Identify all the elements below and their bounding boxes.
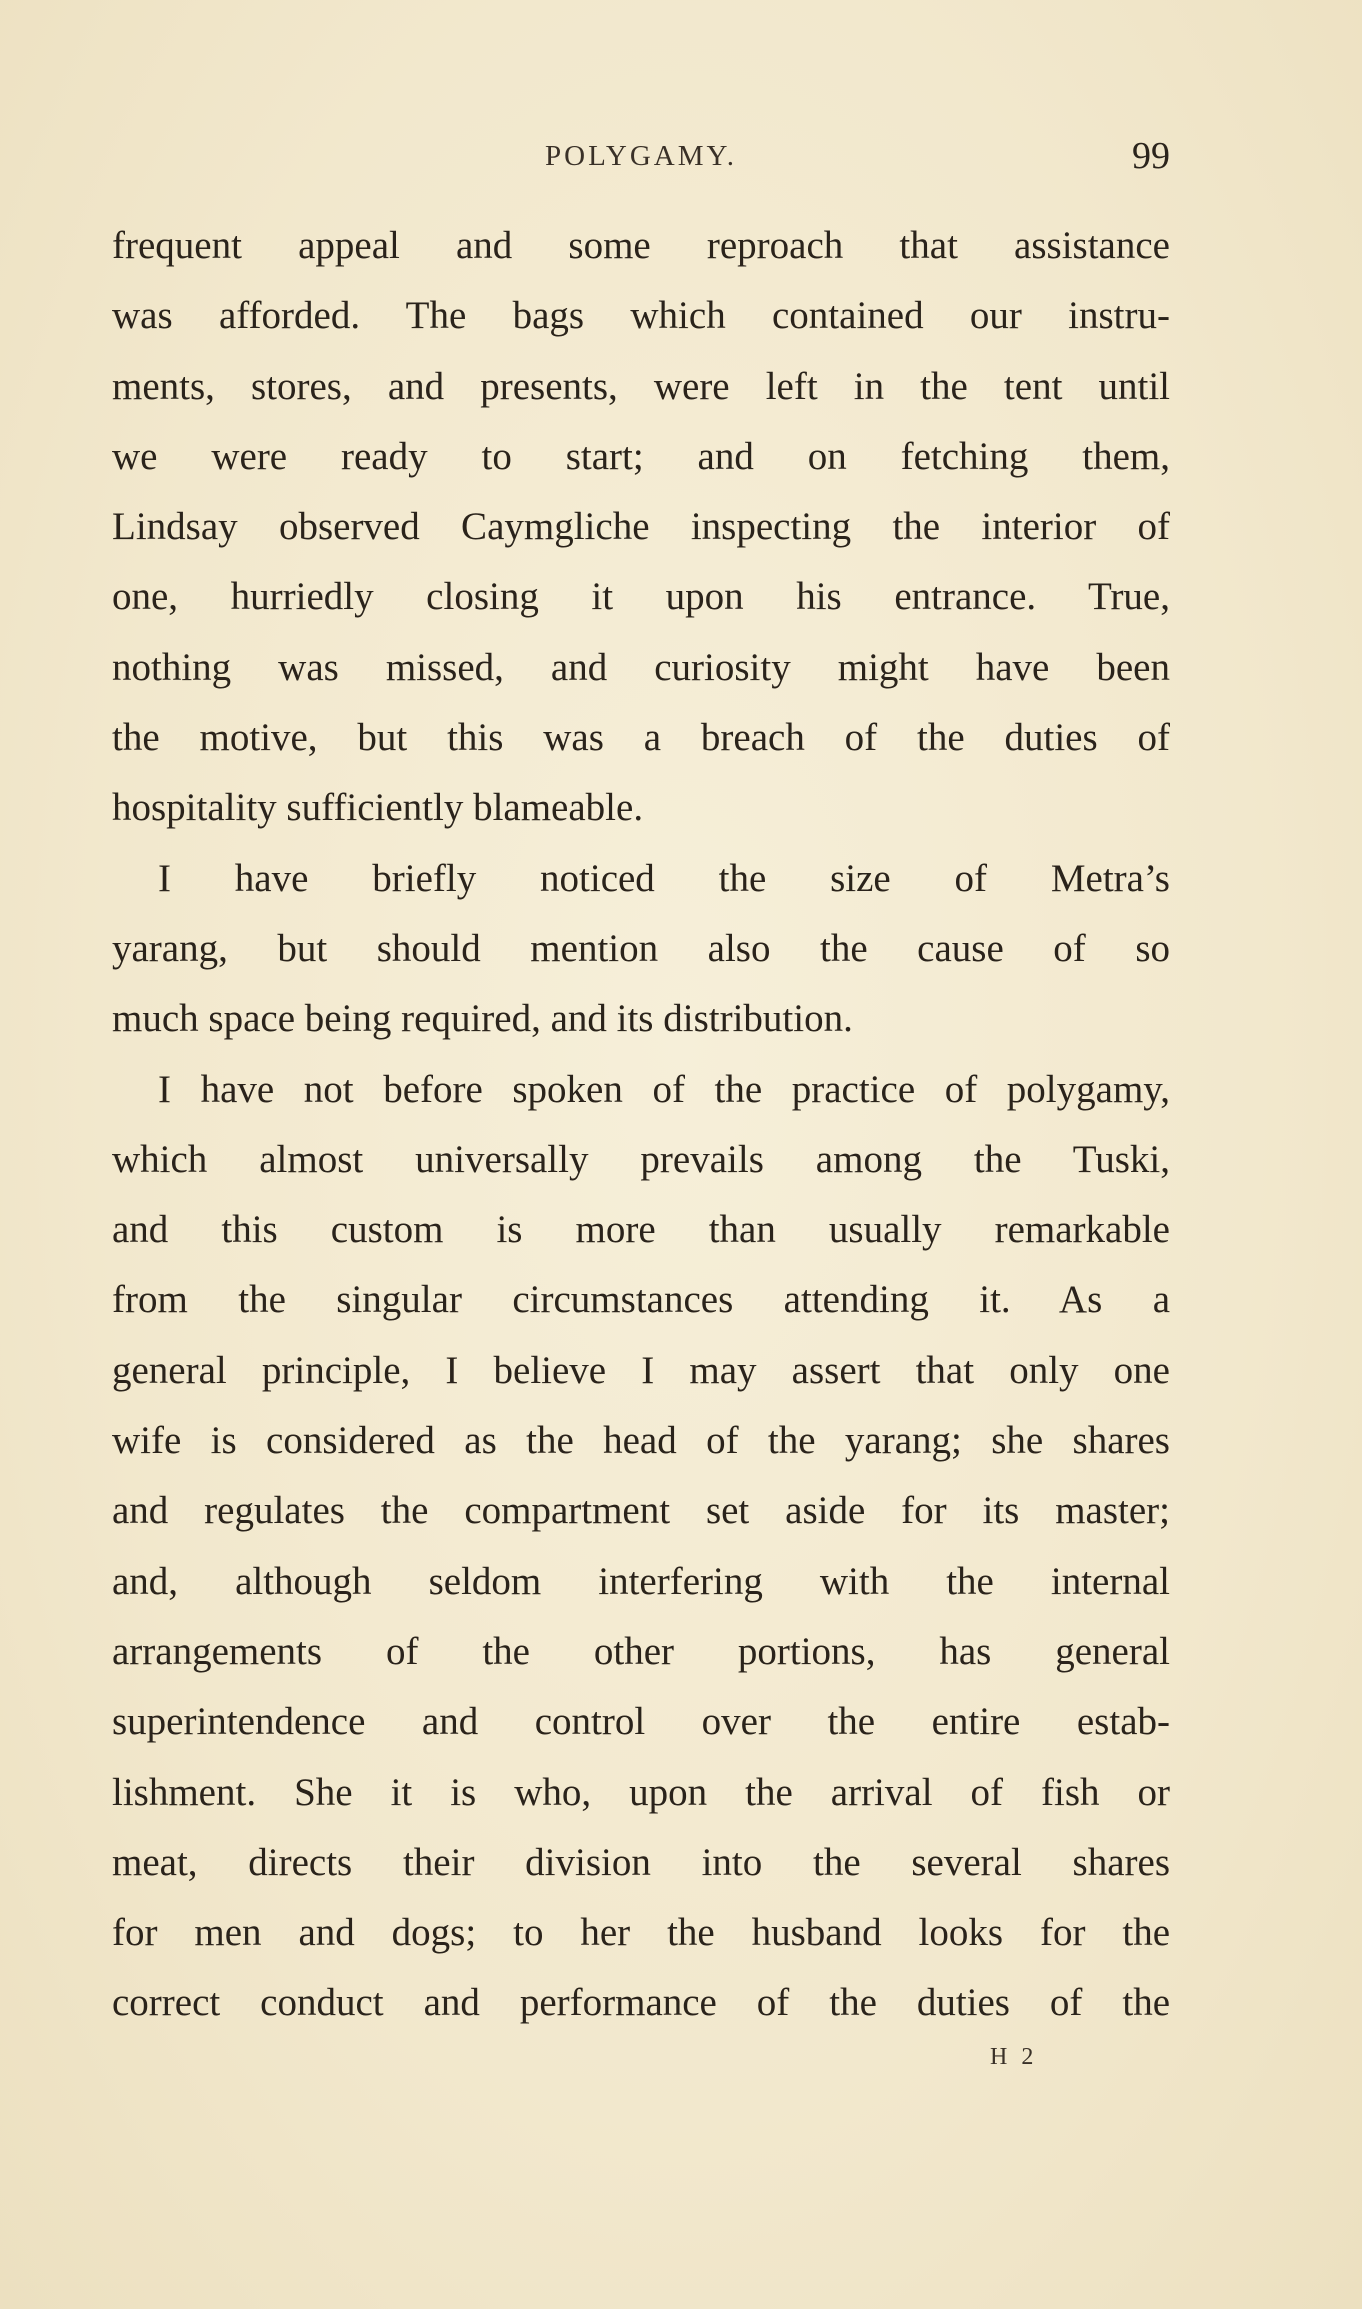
text-line: correct conduct and performance of the duties of the xyxy=(112,1981,1170,2025)
text-line: and this custom is more than usually remarkable xyxy=(112,1208,1170,1252)
text-line: arrangements of the other portions, has general xyxy=(112,1629,1170,1673)
text-line: wife is considered as the head of the yarang; she shares xyxy=(112,1419,1170,1463)
text-line: much space being required, and its distribution. xyxy=(112,997,853,1041)
text-line: I have not before spoken of the practice of polygamy, xyxy=(158,1067,1170,1111)
text-line: superintendence and control over the entire estab- xyxy=(112,1700,1170,1744)
text-line: was afforded. The bags which contained our instru- xyxy=(112,294,1170,338)
text-line: lishment. She it is who, upon the arrival of fish or xyxy=(112,1770,1170,1814)
paragraph xyxy=(112,211,1170,844)
signature-mark: H 2 xyxy=(990,2044,1038,2070)
text-line: for men and dogs; to her the husband looks for the xyxy=(112,1911,1170,1955)
text-line: general principle, I believe I may assert that only one xyxy=(112,1348,1170,1392)
text-line: one, hurriedly closing it upon his entrance. True, xyxy=(112,575,1170,619)
text-line: the motive, but this was a breach of the duties of xyxy=(112,716,1170,760)
paragraph xyxy=(112,1055,1170,2039)
text-line: I have briefly noticed the size of Metra’s xyxy=(158,856,1170,900)
page-header xyxy=(112,132,1170,182)
text-line: and regulates the compartment set aside for its master; xyxy=(112,1489,1170,1533)
text-line: we were ready to start; and on fetching them, xyxy=(112,434,1170,478)
text-line: and, although seldom interfering with the internal xyxy=(112,1559,1170,1603)
text-line: meat, directs their division into the several shares xyxy=(112,1840,1170,1884)
text-line: hospitality sufficiently blameable. xyxy=(112,786,644,830)
text-line: Lindsay observed Caymgliche inspecting the interior of xyxy=(112,505,1170,549)
text-line: yarang, but should mention also the cause of so xyxy=(112,926,1170,970)
page-number: 99 xyxy=(1132,135,1170,177)
text-line: nothing was missed, and curiosity might have been xyxy=(112,645,1170,689)
text-line: frequent appeal and some reproach that assistance xyxy=(112,224,1170,267)
body-text xyxy=(112,211,1170,2039)
running-head: POLYGAMY. xyxy=(545,140,737,172)
text-line: which almost universally prevails among the Tuski, xyxy=(112,1137,1170,1181)
text-line: from the singular circumstances attending it. As a xyxy=(112,1278,1170,1322)
paragraph xyxy=(112,844,1170,1055)
text-line: ments, stores, and presents, were left in the tent until xyxy=(112,364,1170,408)
